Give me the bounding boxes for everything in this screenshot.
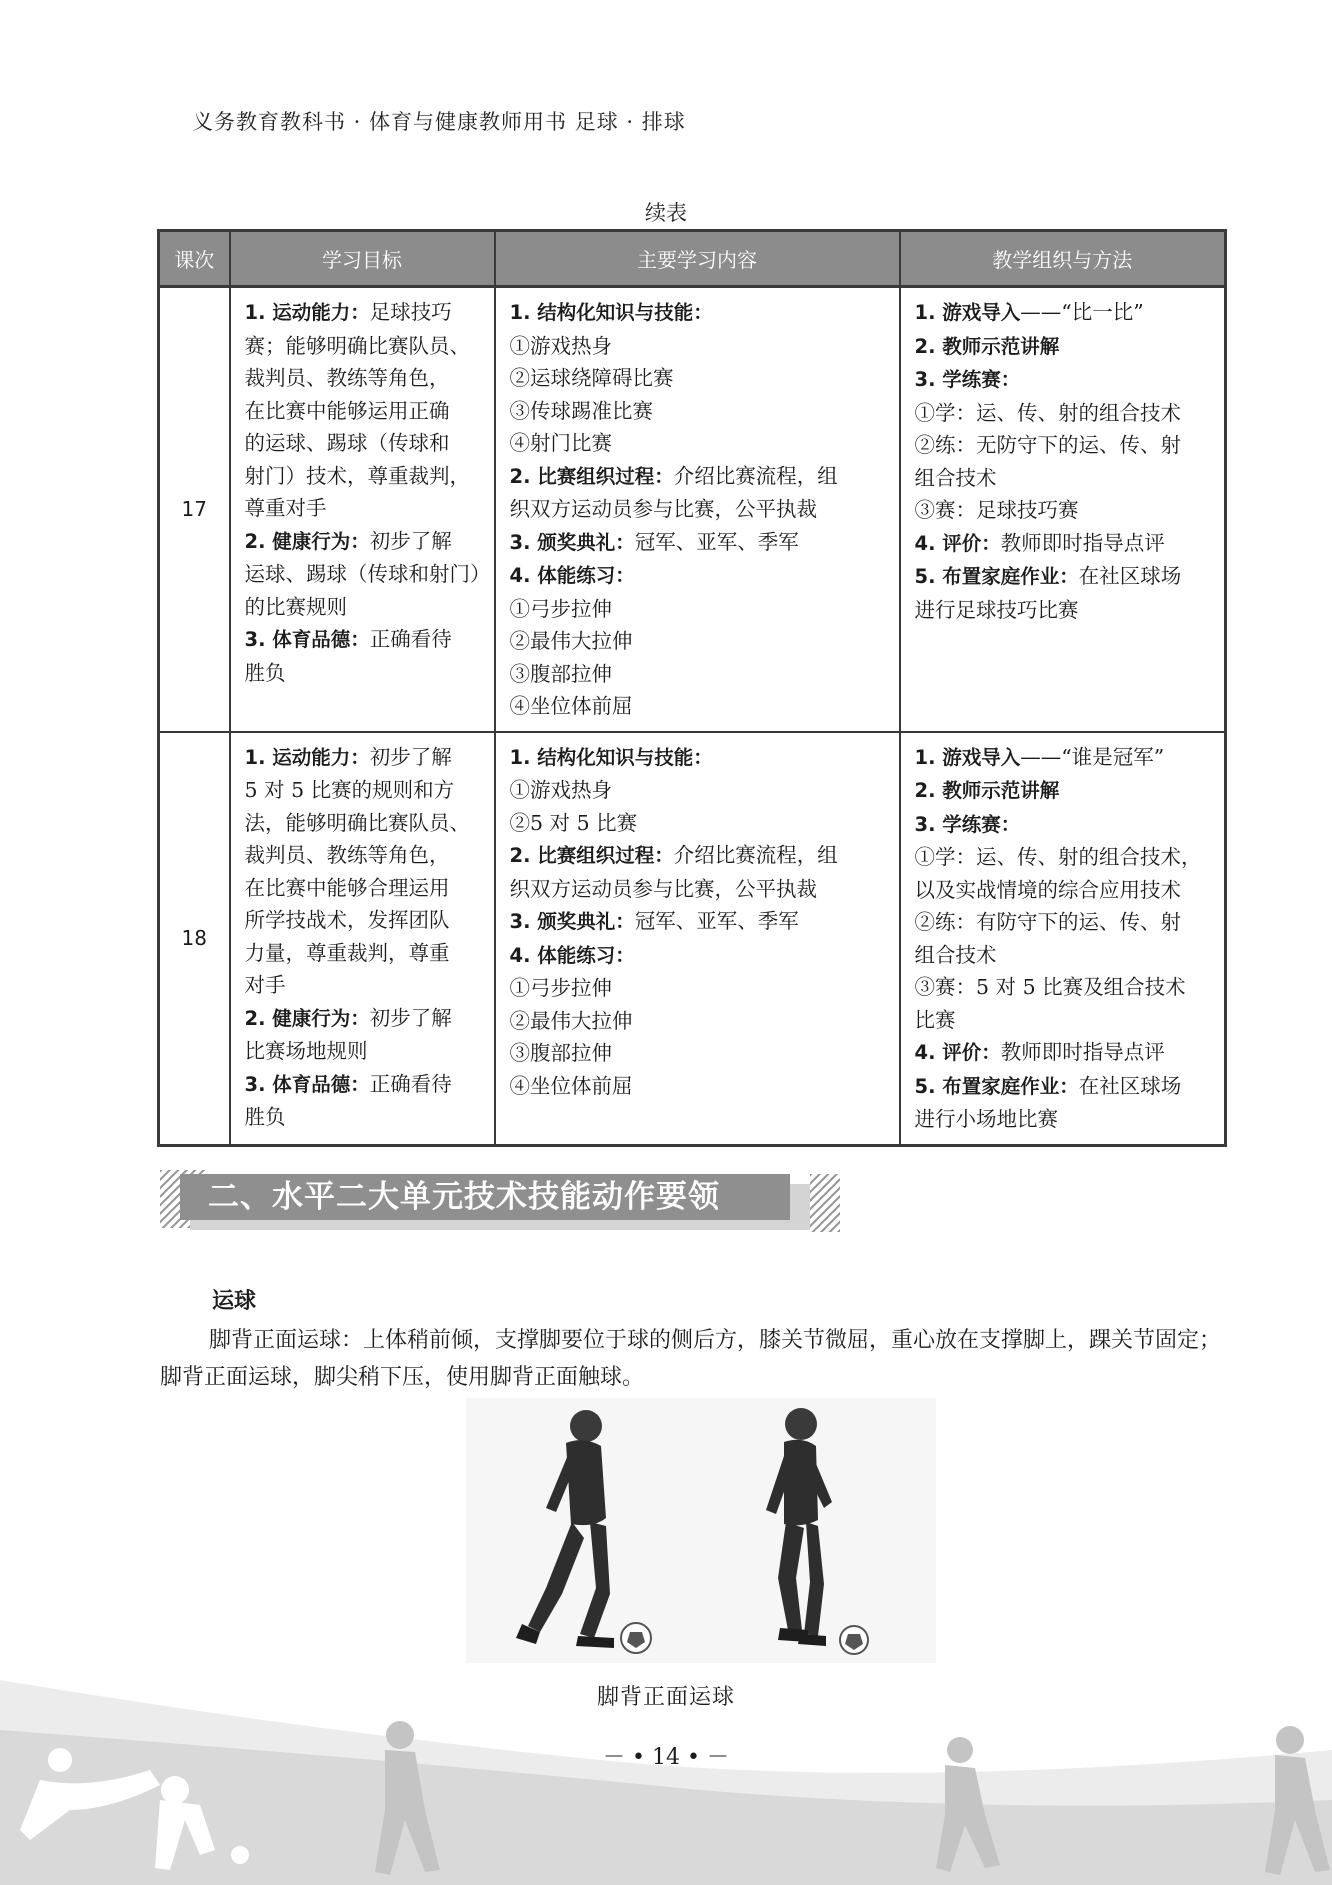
running-header: 义务教育教科书 · 体育与健康教师用书 足球 · 排球 bbox=[192, 110, 686, 134]
teaching-methods-cell bbox=[900, 287, 1226, 732]
cell-line bbox=[245, 937, 484, 970]
cell-text: ②练：有防守下的运、传、射 bbox=[914, 910, 1181, 934]
cell-line bbox=[915, 906, 1215, 939]
bold-label: 3. 体育品德： bbox=[244, 1072, 370, 1096]
bold-label: 2. 教师示范讲解 bbox=[914, 779, 1060, 802]
cell-line bbox=[510, 690, 889, 723]
cell-text: 所学技战术，发挥团队 bbox=[244, 908, 450, 932]
cell-line bbox=[915, 594, 1215, 627]
cell-text: 的运球、踢球（传球和 bbox=[244, 431, 450, 455]
cell-text: ②运球绕障碍比赛 bbox=[509, 366, 674, 390]
cell-line bbox=[245, 296, 484, 330]
bold-label: 3. 体育品德： bbox=[244, 628, 370, 651]
cell-line bbox=[915, 971, 1215, 1004]
cell-line bbox=[510, 939, 889, 973]
banner-stripes-decoration bbox=[810, 1174, 840, 1232]
cell-line bbox=[245, 460, 484, 493]
cell-line bbox=[245, 1068, 484, 1102]
cell-line bbox=[510, 493, 889, 526]
cell-line bbox=[510, 427, 889, 460]
cell-line bbox=[915, 1036, 1215, 1070]
bold-label: 1. 游戏导入 bbox=[914, 745, 1021, 769]
cell-line bbox=[510, 330, 889, 363]
bold-label: 3. 学练赛： bbox=[914, 812, 1021, 836]
cell-line bbox=[510, 1005, 889, 1038]
learning-content-cell bbox=[495, 732, 900, 1146]
cell-line bbox=[510, 460, 889, 494]
cell-text: ③赛：5 对 5 比赛及组合技术 bbox=[914, 975, 1186, 999]
teaching-methods-cell bbox=[900, 732, 1226, 1146]
dribbling-photo bbox=[466, 1398, 936, 1663]
cell-line bbox=[245, 525, 484, 559]
cell-line bbox=[510, 559, 889, 593]
bold-label: 2. 健康行为： bbox=[244, 1006, 370, 1030]
cell-line bbox=[510, 296, 889, 330]
bold-label: 3. 学练赛： bbox=[914, 368, 1021, 391]
cell-text: 在比赛中能够运用正确 bbox=[244, 398, 450, 423]
cell-line bbox=[510, 526, 889, 560]
section-title: 二、水平二大单元技术技能动作要领 bbox=[180, 1174, 790, 1220]
cell-text: 射门）技术，尊重裁判， bbox=[244, 463, 470, 488]
cell-text: 对手 bbox=[244, 973, 286, 997]
cell-line bbox=[915, 939, 1215, 972]
cell-line bbox=[510, 839, 889, 873]
cell-line bbox=[510, 741, 889, 775]
cell-text: 裁判员、教练等角色， bbox=[244, 366, 450, 390]
bold-label: 3. 颁奖典礼： bbox=[509, 910, 635, 933]
cell-text: 冠军、亚军、季军 bbox=[634, 529, 799, 554]
cell-line bbox=[510, 873, 889, 906]
cell-text: 在社区球场 bbox=[1078, 564, 1182, 588]
bold-label: 2. 教师示范讲解 bbox=[914, 334, 1060, 358]
cell-text: ①弓步拉伸 bbox=[509, 976, 612, 1000]
cell-text: 力量，尊重裁判，尊重 bbox=[244, 940, 450, 965]
cell-text: ①游戏热身 bbox=[509, 333, 612, 358]
cell-text: 介绍比赛流程，组 bbox=[673, 843, 838, 867]
cell-line bbox=[915, 1103, 1215, 1136]
cell-line bbox=[915, 874, 1215, 907]
cell-text: ②5 对 5 比赛 bbox=[509, 810, 638, 835]
cell-line bbox=[245, 427, 484, 460]
body-paragraph: 脚背正面运球：上体稍前倾，支撑脚要位于球的侧后方，膝关节微屈，重心放在支撑脚上，踝关节固定；脚背正面运球，脚尖稍下压，使用脚背正面触球。 bbox=[160, 1328, 1222, 1390]
cell-text: 足球技巧 bbox=[369, 300, 452, 324]
subsection-title: 运球 bbox=[212, 1289, 257, 1314]
cell-line bbox=[244, 558, 491, 591]
cell-text: ②最伟大拉伸 bbox=[509, 1008, 633, 1033]
bold-label: 4. 评价： bbox=[914, 531, 1001, 555]
cell-line bbox=[510, 807, 889, 840]
bold-label: 1. 结构化知识与技能： bbox=[509, 745, 713, 769]
bold-label: 2. 比赛组织过程： bbox=[509, 464, 674, 488]
learning-content-cell bbox=[495, 287, 900, 732]
cell-line bbox=[510, 658, 889, 691]
cell-line bbox=[245, 904, 484, 937]
bold-label: 4. 体能练习： bbox=[509, 564, 635, 587]
cell-text: 运球、踢球（传球和射门） bbox=[244, 562, 491, 586]
cell-text: 法，能够明确比赛队员、 bbox=[244, 810, 470, 835]
cell-line bbox=[915, 527, 1215, 561]
cell-text: ③腹部拉伸 bbox=[509, 1041, 612, 1065]
cell-text: 比赛 bbox=[914, 1007, 956, 1032]
cell-line bbox=[915, 429, 1215, 462]
cell-text: 初步了解 bbox=[369, 1005, 452, 1030]
bold-label: 3. 颁奖典礼： bbox=[509, 530, 635, 554]
figure-caption: 脚背正面运球 bbox=[596, 1685, 735, 1710]
cell-line bbox=[245, 1002, 484, 1036]
cell-line bbox=[510, 593, 889, 626]
bold-label: 1. 游戏导入 bbox=[914, 301, 1021, 324]
cell-line bbox=[915, 1070, 1215, 1104]
cell-line bbox=[510, 395, 889, 428]
bold-label: 1. 运动能力： bbox=[244, 745, 370, 769]
cell-text: ①学：运、传、射的组合技术， bbox=[914, 845, 1202, 869]
cell-text: ②练：无防守下的运、传、射 bbox=[914, 433, 1181, 457]
cell-text: 教师即时指导点评 bbox=[1000, 1040, 1165, 1064]
cell-text: ④坐位体前屈 bbox=[509, 694, 633, 718]
table-row bbox=[159, 287, 1226, 732]
cell-line bbox=[915, 330, 1215, 364]
cell-line bbox=[510, 625, 889, 658]
cell-line bbox=[915, 397, 1215, 430]
column-header-content: 主要学习内容 bbox=[495, 231, 900, 287]
cell-line bbox=[915, 560, 1215, 594]
table-header-row bbox=[159, 231, 1226, 287]
cell-text: 组合技术 bbox=[914, 942, 997, 967]
cell-text: 胜负 bbox=[244, 1105, 286, 1129]
cell-line bbox=[245, 872, 484, 905]
cell-line bbox=[915, 774, 1215, 808]
cell-text: 尊重对手 bbox=[244, 496, 327, 520]
bold-label: 2. 健康行为： bbox=[244, 529, 370, 553]
column-header-lesson: 课次 bbox=[159, 231, 230, 287]
cell-text: ③腹部拉伸 bbox=[509, 661, 612, 686]
cell-text: 裁判员、教练等角色， bbox=[244, 843, 450, 867]
cell-line bbox=[245, 362, 484, 395]
cell-line bbox=[510, 905, 889, 939]
cell-line bbox=[245, 839, 484, 872]
cell-text: 正确看待 bbox=[369, 1071, 452, 1096]
cell-text: 进行小场地比赛 bbox=[914, 1107, 1058, 1131]
cell-text: 以及实战情境的综合应用技术 bbox=[914, 877, 1181, 902]
table-row bbox=[159, 732, 1226, 1146]
lesson-number: 18 bbox=[159, 732, 230, 1146]
cell-text: 织双方运动员参与比赛，公平执裁 bbox=[509, 876, 817, 901]
bold-label: 5. 布置家庭作业： bbox=[914, 1074, 1079, 1098]
cell-line bbox=[510, 972, 889, 1005]
cell-text: 织双方运动员参与比赛，公平执裁 bbox=[509, 497, 817, 521]
cell-text: 5 对 5 比赛的规则和方 bbox=[244, 778, 455, 802]
cell-line bbox=[915, 462, 1215, 495]
cell-line bbox=[245, 1035, 484, 1068]
lesson-plan-table bbox=[157, 229, 1227, 1147]
column-header-methods: 教学组织与方法 bbox=[900, 231, 1226, 287]
cell-text: ①游戏热身 bbox=[509, 778, 612, 802]
bold-label: 5. 布置家庭作业： bbox=[914, 565, 1079, 588]
cell-line bbox=[245, 591, 484, 624]
table-caption: 续表 bbox=[645, 201, 687, 225]
cell-text: 胜负 bbox=[244, 660, 286, 685]
learning-goals-cell bbox=[230, 732, 495, 1146]
cell-text: 介绍比赛流程，组 bbox=[673, 463, 838, 488]
cell-line bbox=[245, 492, 484, 525]
cell-text: 教师即时指导点评 bbox=[1000, 530, 1165, 555]
cell-text: ①弓步拉伸 bbox=[509, 596, 612, 621]
bold-label: 4. 评价： bbox=[914, 1041, 1001, 1064]
cell-line bbox=[510, 1037, 889, 1070]
cell-text: 组合技术 bbox=[914, 465, 997, 490]
cell-line bbox=[510, 774, 889, 807]
bold-label: 1. 运动能力： bbox=[244, 301, 370, 324]
cell-text: 正确看待 bbox=[369, 627, 452, 651]
cell-text: ②最伟大拉伸 bbox=[509, 629, 633, 653]
cell-line bbox=[245, 741, 484, 775]
cell-line bbox=[510, 362, 889, 395]
cell-text: 进行足球技巧比赛 bbox=[914, 597, 1079, 622]
cell-text: ③传球踢准比赛 bbox=[509, 398, 653, 423]
cell-line bbox=[915, 808, 1215, 842]
cell-text: 在比赛中能够合理运用 bbox=[244, 875, 450, 900]
cell-text: 冠军、亚军、季军 bbox=[634, 909, 799, 933]
cell-line bbox=[245, 807, 484, 840]
cell-line bbox=[245, 395, 484, 428]
cell-text: 赛；能够明确比赛队员、 bbox=[244, 333, 470, 358]
cell-text: ——“谁是冠军” bbox=[1020, 744, 1165, 769]
cell-line bbox=[245, 969, 484, 1002]
bold-label: 2. 比赛组织过程： bbox=[509, 844, 674, 867]
cell-line bbox=[915, 363, 1215, 397]
cell-line bbox=[245, 774, 484, 807]
cell-text: 初步了解 bbox=[369, 744, 452, 769]
page-number: － • 14 • － bbox=[603, 1745, 729, 1770]
lesson-number: 17 bbox=[159, 287, 230, 732]
cell-line bbox=[915, 494, 1215, 527]
cell-text: ④坐位体前屈 bbox=[509, 1073, 633, 1098]
cell-text: ——“比一比” bbox=[1020, 300, 1144, 324]
cell-line bbox=[915, 741, 1215, 775]
column-header-goals: 学习目标 bbox=[230, 231, 495, 287]
cell-line bbox=[245, 657, 484, 690]
cell-line bbox=[915, 296, 1215, 330]
cell-text: ④射门比赛 bbox=[509, 431, 612, 455]
learning-goals-cell bbox=[230, 287, 495, 732]
cell-text: ①学：运、传、射的组合技术 bbox=[914, 400, 1181, 425]
cell-line bbox=[915, 1004, 1215, 1037]
bold-label: 1. 结构化知识与技能： bbox=[509, 301, 713, 324]
cell-text: 初步了解 bbox=[369, 528, 452, 553]
cell-text: 的比赛规则 bbox=[244, 594, 347, 619]
cell-line bbox=[245, 1101, 484, 1134]
cell-line bbox=[245, 330, 484, 363]
cell-text: 比赛场地规则 bbox=[244, 1039, 368, 1063]
cell-line bbox=[245, 623, 484, 657]
cell-text: 在社区球场 bbox=[1078, 1073, 1182, 1098]
bold-label: 4. 体能练习： bbox=[509, 943, 635, 967]
cell-line bbox=[510, 1070, 889, 1103]
cell-line bbox=[915, 841, 1215, 874]
cell-text: ③赛：足球技巧赛 bbox=[914, 498, 1079, 522]
section-banner bbox=[160, 1170, 840, 1232]
